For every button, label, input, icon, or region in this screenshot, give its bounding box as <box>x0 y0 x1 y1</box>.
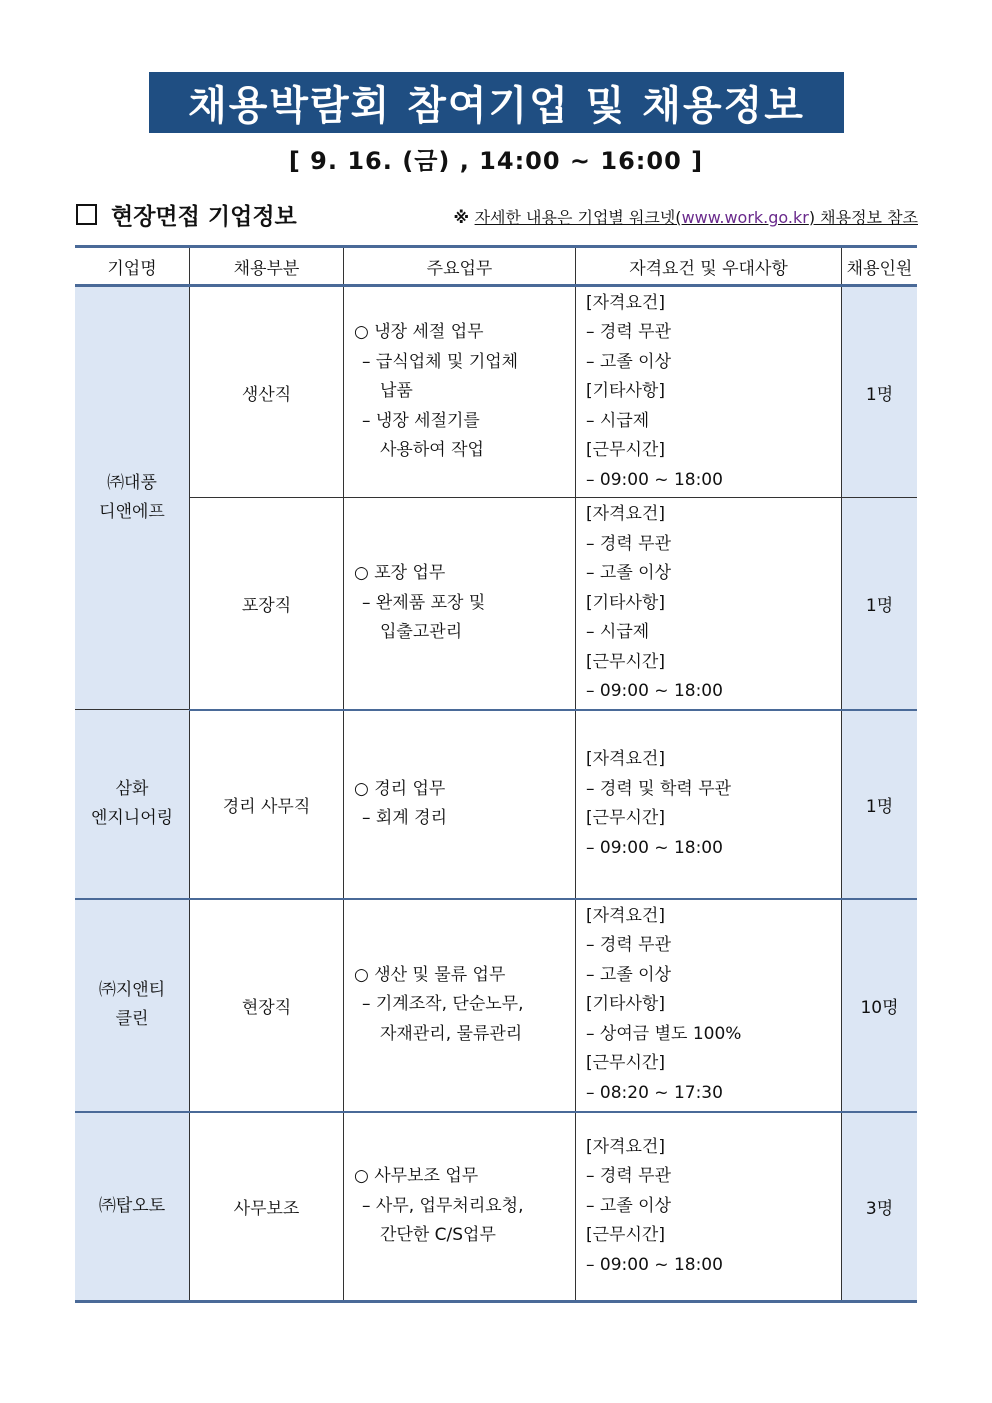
job-duty-cell <box>344 498 576 710</box>
qual-line: [근무시간] <box>586 808 665 828</box>
hire-count-cell: 1명 <box>842 498 918 710</box>
column-header-qualification: 자격요건 및 우대사항 <box>576 247 842 286</box>
qual-line: [기타사항] <box>586 381 665 402</box>
column-header-part: 채용부분 <box>190 247 344 286</box>
company-name-cell <box>75 899 190 1112</box>
hire-count-cell: 1명 <box>842 286 918 498</box>
qual-line: – 상여금 별도 100% <box>586 1023 742 1044</box>
qualification-cell <box>576 899 842 1112</box>
table-row <box>75 899 917 1112</box>
section-title-text: 현장면접 기업정보 <box>111 204 297 230</box>
qual-line: – 경력 무관 <box>586 1166 671 1186</box>
company-name-line: ㈜탑오토 <box>98 1195 166 1216</box>
jobs-table <box>75 245 917 1303</box>
table-row <box>75 1112 917 1302</box>
qual-line: [기타사항] <box>586 592 665 613</box>
qual-line: – 고졸 이상 <box>586 351 671 372</box>
note-text-after: ) 채용정보 참조 <box>808 208 918 227</box>
duty-line: – 완제품 포장 및 <box>362 592 486 613</box>
job-duty-cell <box>344 710 576 899</box>
duty-line: ○ 냉장 세절 업무 <box>354 322 484 343</box>
qualification-cell <box>576 286 842 498</box>
qual-line: [자격요건] <box>586 905 665 926</box>
qual-line: – 고졸 이상 <box>586 563 671 583</box>
job-part-cell: 사무보조 <box>190 1112 344 1302</box>
page-title-text: 채용박람회 참여기업 및 채용정보 <box>188 83 805 129</box>
job-duty-cell <box>344 286 576 498</box>
note-text-before: 자세한 내용은 기업별 워크넷( <box>474 208 682 227</box>
job-part-cell: 포장직 <box>190 498 344 710</box>
table-body <box>75 286 917 1302</box>
duty-line: 자재관리, 물류관리 <box>380 1023 523 1044</box>
duty-line: – 냉장 세절기를 <box>362 410 480 431</box>
duty-line: 입출고관리 <box>380 622 463 642</box>
column-header-company: 기업명 <box>75 247 190 286</box>
table-row <box>75 710 917 899</box>
qual-line: [자격요건] <box>586 504 665 524</box>
qual-line: – 고졸 이상 <box>586 964 671 985</box>
duty-line: – 회계 경리 <box>362 808 447 828</box>
hire-count-cell: 10명 <box>842 899 918 1112</box>
duty-line: ○ 생산 및 물류 업무 <box>354 964 506 985</box>
company-name-line: ㈜대풍 <box>107 473 157 493</box>
qual-line: – 09:00 ~ 18:00 <box>586 837 723 858</box>
qual-line: [자격요건] <box>586 1136 665 1157</box>
company-name-line: 클린 <box>115 1009 149 1029</box>
qual-line: – 09:00 ~ 18:00 <box>586 469 723 490</box>
table-row <box>75 498 917 710</box>
worknet-link[interactable]: www.work.go.kr <box>681 208 809 227</box>
qual-line: [근무시간] <box>586 1225 665 1245</box>
company-name-cell <box>75 1112 190 1302</box>
qual-line: – 09:00 ~ 18:00 <box>586 681 723 701</box>
duty-line: ○ 경리 업무 <box>354 778 446 799</box>
company-name-line: 디앤에프 <box>99 502 165 522</box>
company-name-line: ㈜지앤티 <box>98 980 166 1000</box>
company-name-line: 엔지니어링 <box>90 807 174 828</box>
qual-line: – 고졸 이상 <box>586 1195 671 1216</box>
note-mark: ※ <box>453 208 469 227</box>
hire-count-cell: 1명 <box>842 710 918 899</box>
qualification-cell <box>576 710 842 899</box>
duty-line: – 사무, 업무처리요청, <box>362 1195 524 1216</box>
qualification-cell <box>576 1112 842 1302</box>
qual-line: [근무시간] <box>586 1053 665 1074</box>
qual-line: – 경력 및 학력 무관 <box>586 778 732 799</box>
event-datetime: [ 9. 16. (금) , 14:00 ~ 16:00 ] <box>288 147 704 175</box>
duty-line: ○ 사무보조 업무 <box>354 1166 479 1186</box>
table-row <box>75 286 917 498</box>
qual-line: – 경력 무관 <box>586 533 671 554</box>
qual-line: – 시급제 <box>586 622 650 642</box>
qual-line: [기타사항] <box>586 994 665 1015</box>
company-name-cell <box>75 286 190 710</box>
reference-note <box>453 205 918 228</box>
page-title <box>149 72 844 133</box>
checkbox-icon <box>76 204 97 225</box>
qual-line: – 08:20 ~ 17:30 <box>586 1082 723 1103</box>
qualification-cell <box>576 498 842 710</box>
qual-line: – 경력 무관 <box>586 322 671 343</box>
company-name-line: 삼화 <box>115 778 149 799</box>
duty-line: 사용하여 작업 <box>380 440 484 461</box>
hire-count-cell: 3명 <box>842 1112 918 1302</box>
company-name-cell <box>75 710 190 899</box>
duty-line: 간단한 C/S업무 <box>380 1225 496 1245</box>
qual-line: [근무시간] <box>586 440 665 461</box>
duty-line: ○ 포장 업무 <box>354 563 446 583</box>
qual-line: [근무시간] <box>586 651 665 672</box>
qual-line: [자격요건] <box>586 292 665 313</box>
column-header-duty: 주요업무 <box>344 247 576 286</box>
section-title <box>76 198 297 231</box>
qual-line: – 시급제 <box>586 410 650 431</box>
duty-line: – 기계조작, 단순노무, <box>362 994 524 1015</box>
column-header-count: 채용인원 <box>842 247 918 286</box>
qual-line: [자격요건] <box>586 749 665 769</box>
job-duty-cell <box>344 899 576 1112</box>
note-text <box>475 208 918 227</box>
duty-line: 납품 <box>380 381 413 402</box>
job-part-cell: 생산직 <box>190 286 344 498</box>
table-header-row <box>75 247 917 286</box>
duty-line: – 급식업체 및 기업체 <box>362 351 519 372</box>
job-part-cell: 현장직 <box>190 899 344 1112</box>
job-duty-cell <box>344 1112 576 1302</box>
qual-line: – 09:00 ~ 18:00 <box>586 1254 723 1275</box>
job-part-cell: 경리 사무직 <box>190 710 344 899</box>
qual-line: – 경력 무관 <box>586 935 671 956</box>
